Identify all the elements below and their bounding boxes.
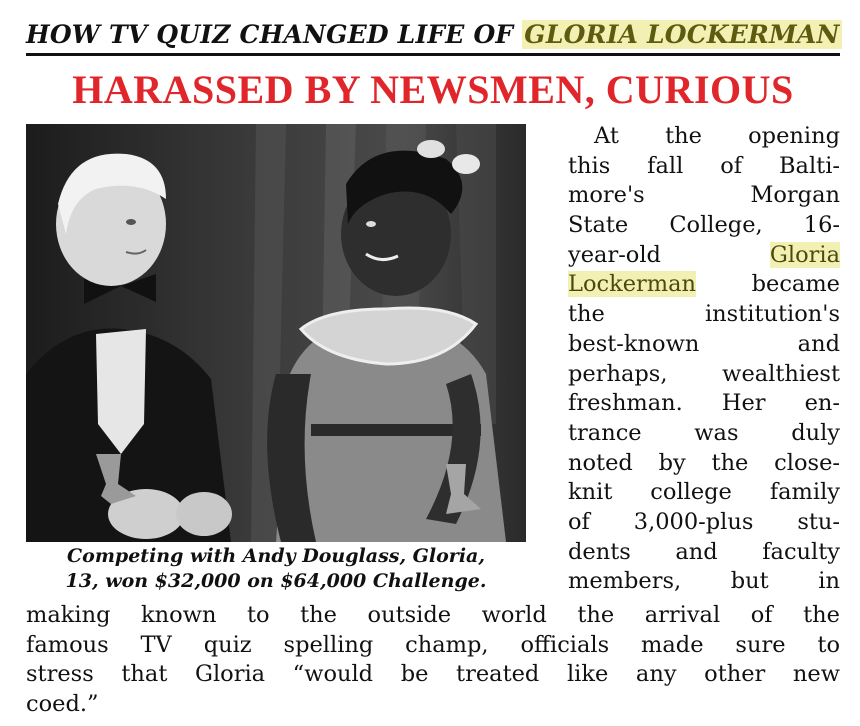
caption-line: 13, won $32,000 on $64,000 Challenge. xyxy=(65,570,487,592)
body-line: making known to the outside world the arrival of the xyxy=(26,602,840,628)
column-line: members, but in xyxy=(568,568,840,595)
headline: HARASSED BY NEWSMEN, CURIOUS xyxy=(72,67,794,112)
kicker-prefix: HOW TV QUIZ CHANGED LIFE OF xyxy=(26,20,523,49)
column-line-text: year-old xyxy=(568,241,770,268)
body-line: stress that Gloria “would be treated like any other new xyxy=(26,661,840,688)
photo-illustration xyxy=(26,124,526,542)
highlighted-name-last: Lockerman xyxy=(568,271,697,298)
column-line: more's Morgan xyxy=(568,182,840,209)
column-line: State College, 16- xyxy=(568,212,840,239)
column-line: dents and faculty xyxy=(568,538,840,565)
body-line: coed.” xyxy=(26,691,99,718)
kicker-highlighted-name: GLORIA LOCKERMAN xyxy=(524,20,840,49)
column-line: freshman. Her en- xyxy=(568,390,840,417)
header-rule xyxy=(26,53,840,56)
article-photo xyxy=(26,124,526,542)
article-full-width-text xyxy=(26,601,840,720)
column-line: best-known and xyxy=(568,330,840,357)
column-line: perhaps, wealthiest xyxy=(568,360,840,387)
article-kicker xyxy=(26,18,840,52)
column-line-text: became xyxy=(696,271,840,298)
column-line-with-name xyxy=(568,270,840,300)
column-line: of 3,000-plus stu- xyxy=(568,508,840,535)
photo-caption xyxy=(26,544,526,594)
column-line: At the opening xyxy=(594,123,840,149)
caption-line: Competing with Andy Douglass, Gloria, xyxy=(67,545,485,567)
column-line: noted by the close- xyxy=(568,449,840,476)
column-line: trance was duly xyxy=(568,419,840,446)
body-line: famous TV quiz spelling champ, officials made sure to xyxy=(26,631,840,658)
highlighted-name-first: Gloria xyxy=(769,241,840,268)
column-line: this fall of Balti- xyxy=(568,152,840,179)
column-line: knit college family xyxy=(568,479,840,506)
column-line-with-name xyxy=(568,241,840,271)
article-column-text xyxy=(568,122,840,597)
column-line: the institution's xyxy=(568,301,840,328)
